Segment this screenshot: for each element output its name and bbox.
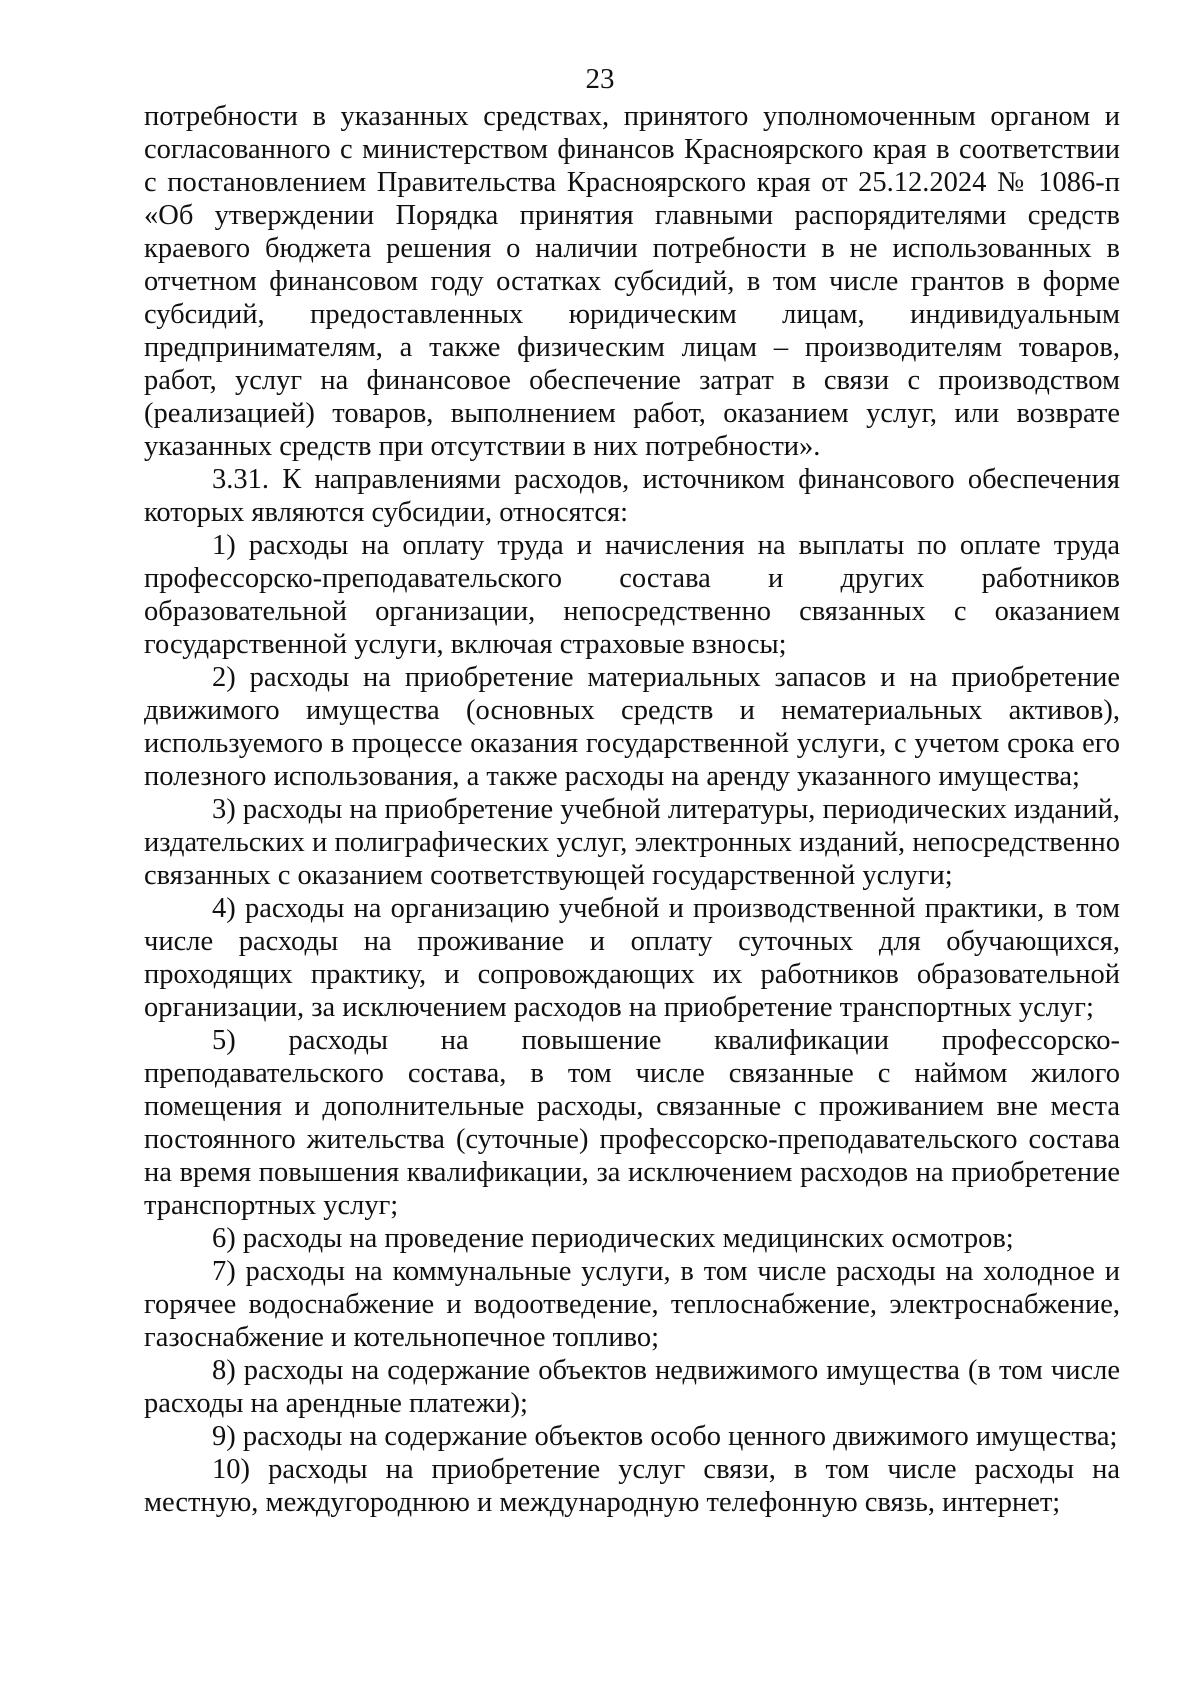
list-item-5: 5) расходы на повышение квалификации профессорско-преподавательского состава, в том числе связанные с наймом жилого помещения и дополнительные расходы, связанные с проживанием вне места постоянного жительства (суточные) профессорско-преподавательского состава на время повышения квалификации, за исключением расходов на приобретение транспортных услуг; [144,1025,1120,1221]
list-item-2: 2) расходы на приобретение материальных запасов и на приобретение движимого имущества (основных средств и нематериальных активов), используемого в процессе оказания государственной услуги, с учетом срока его полезного использования, а также расходы на аренду указанного имущества; [144,662,1120,792]
list-item-9: 9) расходы на содержание объектов особо ценного движимого имущества; [212,1421,1118,1452]
list-item-7: 7) расходы на коммунальные услуги, в том числе расходы на холодное и горячее водоснабжение и водоотведение, теплоснабжение, электроснабжение, газоснабжение и котельнопечное топливо; [144,1256,1120,1353]
page-number: 23 [585,63,615,95]
document-body [144,100,1120,1519]
paragraph-continuation: потребности в указанных средствах, принятого уполномоченным органом и согласованного с министерством финансов Красноярского края в соответствии с постановлением Правительства Красноярского края от 25.12.2024 № 1086-п «Об утверждении Порядка принятия главными распорядителями средств краевого бюджета решения о наличии потребности в не использованных в отчетном финансовом году остатках субсидий, в том числе грантов в форме субсидий, предоставленных юридическим лицам, индивидуальным предпринимателям, а также физическим лицам – производителям товаров, работ, услуг на финансовое обеспечение затрат в связи с производством (реализацией) товаров, выполнением работ, оказанием услуг, или возврате указанных средств при отсутствии в них потребности». [144,101,1120,462]
list-item-1: 1) расходы на оплату труда и начисления на выплаты по оплате труда профессорско-преподавательского состава и других работников образовательной организации, непосредственно связанных с оказанием государственной услуги, включая страховые взносы; [144,530,1120,660]
list-item-8: 8) расходы на содержание объектов недвижимого имущества (в том числе расходы на арендные платежи); [144,1355,1120,1419]
list-item-3: 3) расходы на приобретение учебной литературы, периодических изданий, издательских и полиграфических услуг, электронных изданий, непосредственно связанных с оказанием соответствующей государственной услуги; [144,794,1120,891]
list-item-4: 4) расходы на организацию учебной и производственной практики, в том числе расходы на проживание и оплату суточных для обучающихся, проходящих практику, и сопровождающих их работников образовательной организации, за исключением расходов на приобретение транспортных услуг; [144,893,1120,1023]
list-item-10: 10) расходы на приобретение услуг связи, в том числе расходы на местную, междугороднюю и международную телефонную связь, интернет; [144,1454,1120,1518]
list-item-6: 6) расходы на проведение периодических медицинских осмотров; [212,1223,1014,1254]
paragraph-clause-3-31: 3.31. К направлениями расходов, источником финансового обеспечения которых являются субсидии, относятся: [144,464,1120,528]
